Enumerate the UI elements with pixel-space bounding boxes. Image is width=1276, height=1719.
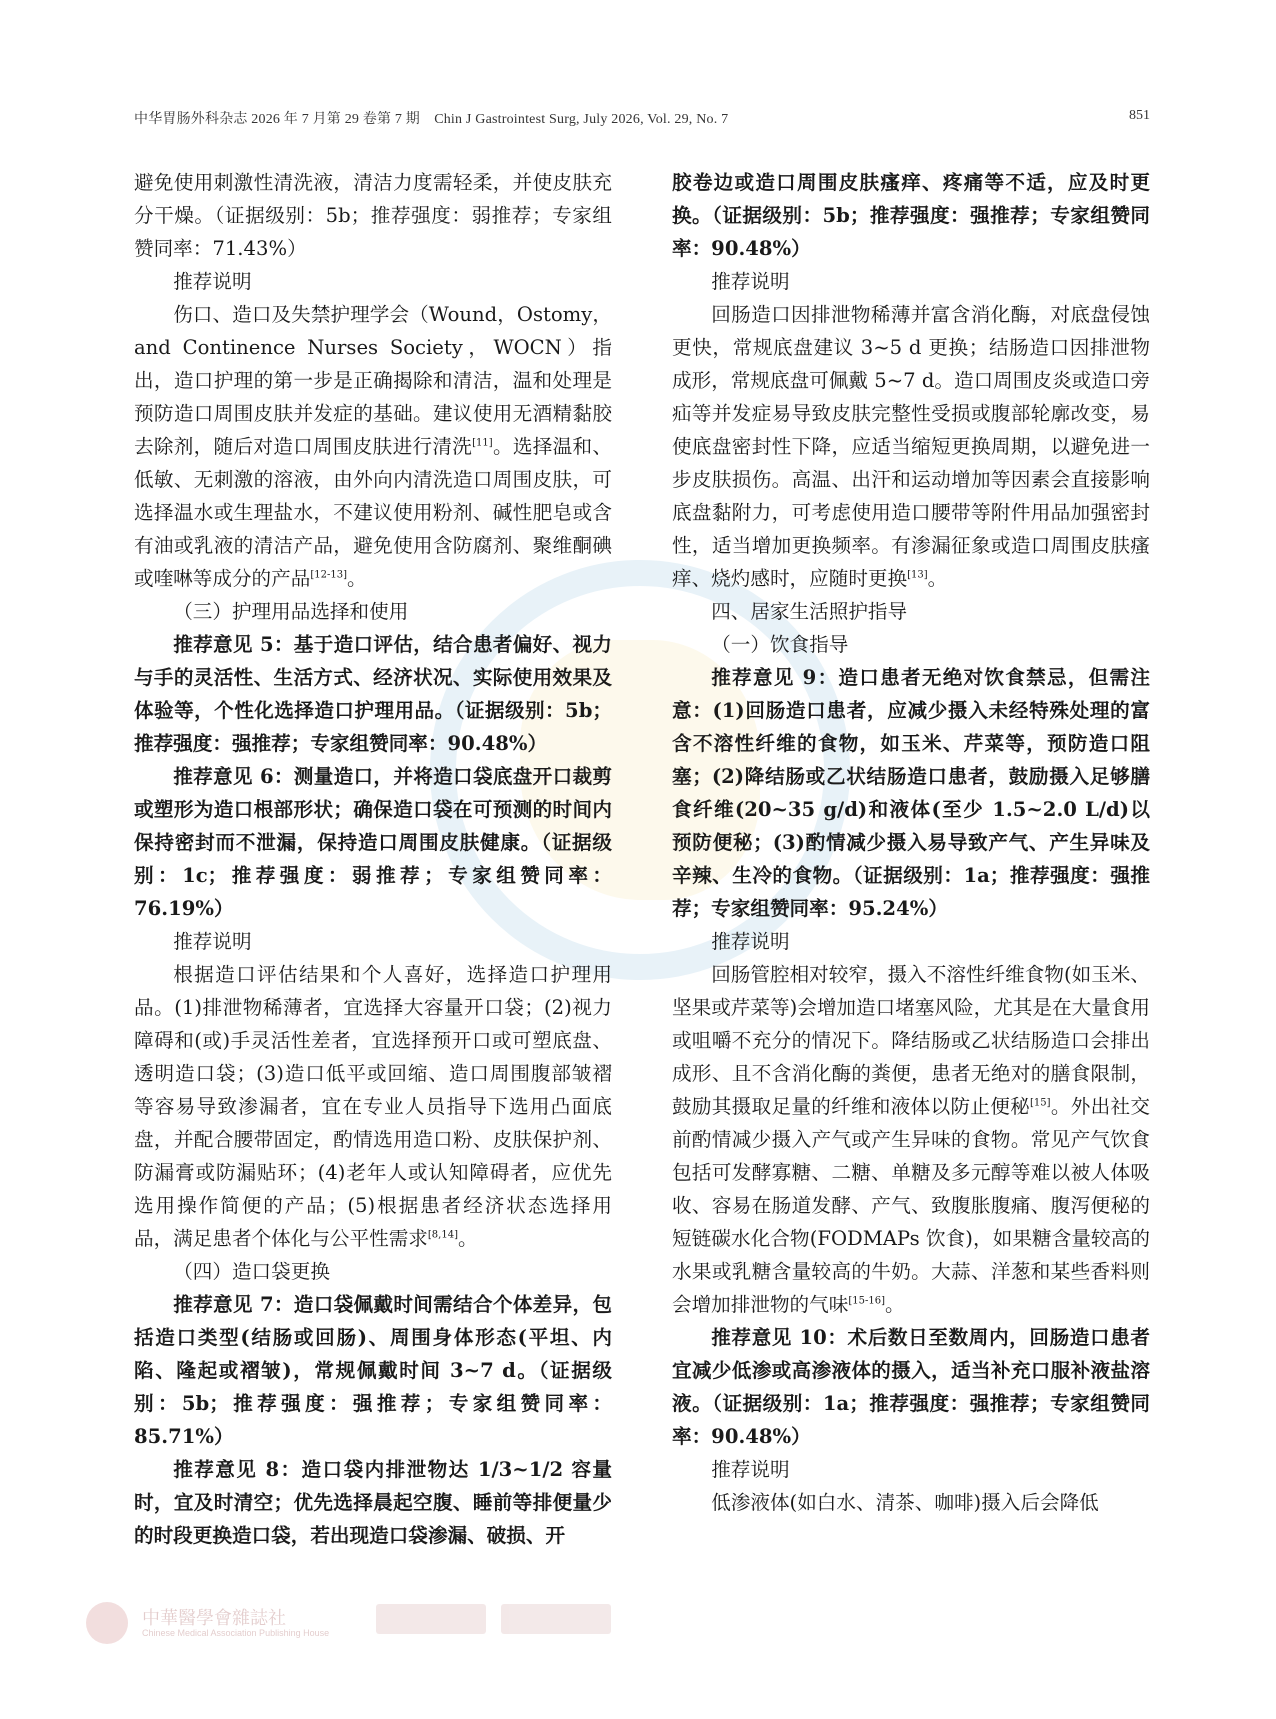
citation: [12-13] bbox=[310, 569, 347, 581]
citation: [13] bbox=[907, 569, 928, 581]
publisher-emblem-icon bbox=[86, 1602, 128, 1644]
paragraph: 避免使用刺激性清洗液，清洁力度需轻柔，并使皮肤充分干燥。（证据级别：5b；推荐强度：弱推荐；专家组赞同率：71.43%） bbox=[134, 171, 612, 260]
paragraph: 伤口、造口及失禁护理学会（Wound，Ostomy，and Continence Nurses Society，WOCN）指出，造口护理的第一步是正确揭除和清洁，温和处理是预防造口周围皮肤并发症的基础。建议使用无酒精黏胶去除剂，随后对造口周围皮肤进行清洗[11]。选择温和、低敏、无刺激的溶液，由外向内清洗造口周围皮肤，可选择温水或生理盐水，不建议使用粉剂、碱性肥皂或含有油或乳液的清洁产品，避免使用含防腐剂、聚维酮碘或喹啉等成分的产品[12-13]。 bbox=[134, 303, 613, 590]
paragraph: 回肠造口因排泄物稀薄并富含消化酶，对底盘侵蚀更快，常规底盘建议 3~5 d 更换；结肠造口因排泄物成形，常规底盘可佩戴 5~7 d。造口周围皮炎或造口旁疝等并发症易导致皮肤完整性受损或腹部轮廓改变，易使底盘密封性下降，应适当缩短更换周期，以避免进一步皮肤损伤。高温、出汗和运动增加等因素会直接影响底盘黏附力，可考虑使用造口腰带等附件用品加强密封性，适当增加更换频率。有渗漏征象或造口周围皮肤瘙痒、烧灼感时，应随时更换[13]。 bbox=[672, 303, 1150, 590]
paragraph: 低渗液体(如白水、清茶、咖啡)摄入后会降低 bbox=[711, 1491, 1099, 1514]
citation: [15-16] bbox=[848, 1295, 885, 1307]
recommendation-7: 推荐意见 7：造口袋佩戴时间需结合个体差异，包括造口类型(结肠或回肠)、周围身体形态(平坦、内陷、隆起或褶皱)，常规佩戴时间 3~7 d。（证据级别：5b；推荐强度：强推荐；专家组赞同率：85.71%） bbox=[134, 1293, 612, 1448]
recommendation-6: 推荐意见 6：测量造口，并将造口袋底盘开口裁剪或塑形为造口根部形状；确保造口袋在可预测的时间内保持密封而不泄漏，保持造口周围皮肤健康。（证据级别：1c；推荐强度：弱推荐；专家组赞同率：76.19%） bbox=[134, 765, 612, 920]
recommendation-8: 推荐意见 8：造口袋内排泄物达 1/3~1/2 容量时，宜及时清空；优先选择晨起空腹、睡前等排便量少的时段更换造口袋，若出现造口袋渗漏、破损、开 bbox=[134, 1458, 612, 1547]
recommendation-note-label: 推荐说明 bbox=[711, 1458, 790, 1481]
publisher-stamp-icon bbox=[501, 1604, 611, 1634]
publisher-stamp-icon bbox=[376, 1604, 486, 1634]
publisher-name-en: Chinese Medical Association Publishing House bbox=[142, 1628, 330, 1638]
recommendation-note-label: 推荐说明 bbox=[711, 270, 790, 293]
journal-citation: 中华胃肠外科杂志 2026 年 7 月第 29 卷第 7 期 Chin J Gastrointest Surg, July 2026, Vol. 29, No. 7 bbox=[134, 112, 729, 127]
citation: [8,14] bbox=[427, 1229, 458, 1241]
section-heading: 四、居家生活照护指导 bbox=[711, 600, 908, 623]
recommendation-8-continued: 胶卷边或造口周围皮肤瘙痒、疼痛等不适，应及时更换。（证据级别：5b；推荐强度：强推荐；专家组赞同率：90.48%） bbox=[672, 171, 1150, 260]
right-column bbox=[672, 166, 1150, 1519]
publisher-logo bbox=[86, 1600, 606, 1650]
publisher-name: 中華醫學會雜誌社 bbox=[142, 1608, 286, 1629]
section-heading: （四）造口袋更换 bbox=[173, 1260, 330, 1283]
citation: [11] bbox=[472, 437, 493, 449]
paragraph: 回肠管腔相对较窄，摄入不溶性纤维食物(如玉米、坚果或芹菜等)会增加造口堵塞风险，尤其是在大量食用或咀嚼不充分的情况下。降结肠或乙状结肠造口会排出成形、且不含消化酶的粪便，患者无绝对的膳食限制，鼓励其摄取足量的纤维和液体以防止便秘[15]。外出社交前酌情减少摄入产气或产生异味的食物。常见产气饮食包括可发酵寡糖、二糖、单糖及多元醇等难以被人体吸收、容易在肠道发酵、产气、致腹胀腹痛、腹泻便秘的短链碳水化合物(FODMAPs 饮食)，如果糖含量较高的水果或乳糖含量较高的牛奶。大蒜、洋葱和某些香料则会增加排泄物的气味[15-16]。 bbox=[672, 963, 1151, 1316]
paragraph: 根据造口评估结果和个人喜好，选择造口护理用品。(1)排泄物稀薄者，宜选择大容量开口袋；(2)视力障碍和(或)手灵活性差者，宜选择预开口或可塑底盘、透明造口袋；(3)造口低平或回缩、造口周围腹部皱褶等容易导致渗漏者，宜在专业人员指导下选用凸面底盘，并配合腰带固定，酌情选用造口粉、皮肤保护剂、防漏膏或防漏贴环；(4)老年人或认知障碍者，应优先选用操作简便的产品；(5)根据患者经济状态选择用品，满足患者个体化与公平性需求[8,14]。 bbox=[134, 963, 612, 1250]
recommendation-note-label: 推荐说明 bbox=[173, 930, 252, 953]
recommendation-note-label: 推荐说明 bbox=[173, 270, 252, 293]
recommendation-10: 推荐意见 10：术后数日至数周内，回肠造口患者宜减少低渗或高渗液体的摄入，适当补充口服补液盐溶液。（证据级别：1a；推荐强度：强推荐；专家组赞同率：90.48%） bbox=[672, 1326, 1150, 1448]
recommendation-note-label: 推荐说明 bbox=[711, 930, 790, 953]
subsection-heading: （一）饮食指导 bbox=[711, 633, 849, 656]
citation: [15] bbox=[1030, 1097, 1051, 1109]
recommendation-5: 推荐意见 5：基于造口评估，结合患者偏好、视力与手的灵活性、生活方式、经济状况、实际使用效果及体验等，个性化选择造口护理用品。（证据级别：5b；推荐强度：强推荐；专家组赞同率：90.48%） bbox=[134, 633, 612, 755]
section-heading: （三）护理用品选择和使用 bbox=[173, 600, 409, 623]
page-number: 851 bbox=[1129, 108, 1150, 123]
left-column bbox=[134, 166, 612, 1552]
recommendation-9: 推荐意见 9：造口患者无绝对饮食禁忌，但需注意：(1)回肠造口患者，应减少摄入未经特殊处理的富含不溶性纤维的食物，如玉米、芹菜等，预防造口阻塞；(2)降结肠或乙状结肠造口患者，鼓励摄入足够膳食纤维(20~35 g/d)和液体(至少 1.5~2.0 L/d)以预防便秘；(3)酌情减少摄入易导致产气、产生异味及辛辣、生冷的食物。（证据级别：1a；推荐强度：强推荐；专家组赞同率：95.24%） bbox=[672, 666, 1150, 920]
running-header bbox=[134, 108, 1150, 138]
